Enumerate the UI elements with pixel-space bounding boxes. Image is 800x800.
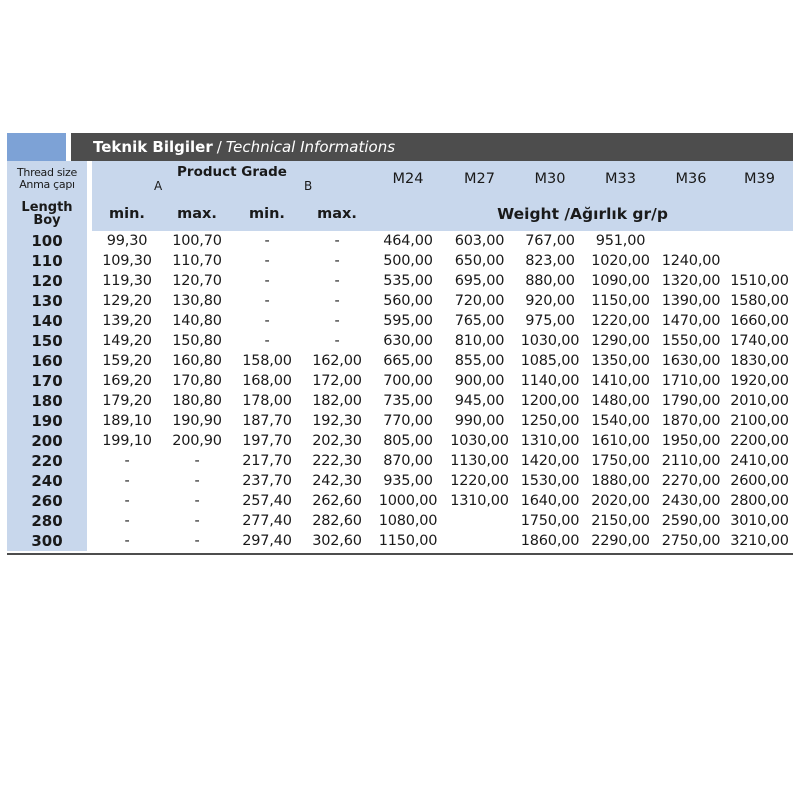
weight-m24: 805,00 xyxy=(383,433,433,449)
weight-m30: 1420,00 xyxy=(520,453,580,469)
weight-m36: 1710,00 xyxy=(661,373,721,389)
weight-m39: 2410,00 xyxy=(730,453,789,469)
weight-m24: 630,00 xyxy=(383,333,433,349)
weight-m33: 2150,00 xyxy=(591,513,650,529)
row-length: 190 xyxy=(7,411,87,431)
grade-a-max: - xyxy=(194,513,200,529)
weight-m30: 1085,00 xyxy=(520,353,580,369)
specs-table-body xyxy=(7,231,793,551)
weight-m24: 500,00 xyxy=(383,253,433,269)
weight-m30: 1140,00 xyxy=(520,373,580,389)
weight-m33: 1020,00 xyxy=(591,253,650,269)
weight-m27: 603,00 xyxy=(454,233,505,249)
grade-a-max: - xyxy=(194,533,200,549)
row-length: 180 xyxy=(7,391,87,411)
title-separator: / xyxy=(216,138,222,156)
weight-m27: 720,00 xyxy=(454,293,505,309)
row-length: 170 xyxy=(7,371,87,391)
grade-a-max: 190,90 xyxy=(172,413,222,429)
row-length: 100 xyxy=(7,231,87,251)
row-length: 140 xyxy=(7,311,87,331)
weight-m24: 665,00 xyxy=(383,353,433,369)
weight-m33: 1150,00 xyxy=(591,293,650,309)
row-length: 260 xyxy=(7,491,87,511)
weight-m27: 1030,00 xyxy=(450,433,509,449)
grade-b-min: - xyxy=(264,333,270,349)
size-header-m39: M39 xyxy=(726,161,793,197)
weight-m30: 1530,00 xyxy=(520,473,580,489)
weight-m39: 2800,00 xyxy=(730,493,789,509)
weight-m33: 1090,00 xyxy=(591,273,650,289)
grade-b-label: B xyxy=(304,179,313,193)
weight-m30: 1250,00 xyxy=(520,413,580,429)
table-row xyxy=(7,431,793,451)
grade-a-label: A xyxy=(154,179,163,193)
weight-m39: 1510,00 xyxy=(730,273,789,289)
weight-m39: 1660,00 xyxy=(730,313,789,329)
table-row xyxy=(7,371,793,391)
weight-m24: 700,00 xyxy=(383,373,433,389)
grade-a-min: 119,30 xyxy=(102,273,152,289)
row-length: 200 xyxy=(7,431,87,451)
grade-b-min: 197,70 xyxy=(242,433,292,449)
table-row xyxy=(7,291,793,311)
technical-info-panel xyxy=(7,133,793,555)
weight-m24: 935,00 xyxy=(383,473,433,489)
grade-b-min: 178,00 xyxy=(242,393,292,409)
grade-b-min: 277,40 xyxy=(242,513,292,529)
weight-m27 xyxy=(444,531,515,551)
size-header-m27: M27 xyxy=(444,161,515,197)
grade-b-max: 162,00 xyxy=(312,353,362,369)
grade-a-max: - xyxy=(194,473,200,489)
grade-a-max: 150,80 xyxy=(172,333,222,349)
grade-b-min: 297,40 xyxy=(242,533,292,549)
weight-m30: 767,00 xyxy=(525,233,575,249)
grade-a-min: 189,10 xyxy=(102,413,152,429)
weight-m33: 1350,00 xyxy=(591,353,650,369)
row-length: 220 xyxy=(7,451,87,471)
thread-size-label-tr: Anma çapı xyxy=(19,178,75,191)
weight-m30: 1200,00 xyxy=(520,393,580,409)
grade-b-min: - xyxy=(264,293,270,309)
weight-m36: 2430,00 xyxy=(661,493,721,509)
weight-m39: 1830,00 xyxy=(730,353,789,369)
weight-m36: 1550,00 xyxy=(661,333,721,349)
weight-m36: 2590,00 xyxy=(661,513,721,529)
grade-a-max: 200,90 xyxy=(172,433,222,449)
grade-a-min: 109,30 xyxy=(102,253,152,269)
weight-m33: 1410,00 xyxy=(591,373,650,389)
weight-m24: 770,00 xyxy=(383,413,433,429)
weight-m24: 560,00 xyxy=(383,293,433,309)
weight-m27: 945,00 xyxy=(454,393,505,409)
product-grade-header xyxy=(92,161,372,197)
weight-m36: 2750,00 xyxy=(661,533,721,549)
row-length: 280 xyxy=(7,511,87,531)
weight-m39: 2010,00 xyxy=(730,393,789,409)
table-row xyxy=(7,391,793,411)
grade-a-max: 130,80 xyxy=(172,293,222,309)
row-length: 240 xyxy=(7,471,87,491)
grade-b-min: 158,00 xyxy=(242,353,292,369)
weight-m30: 823,00 xyxy=(525,253,575,269)
product-grade-label: Product Grade xyxy=(177,164,287,180)
weight-m24: 1080,00 xyxy=(378,513,438,529)
grade-a-max-header: max. xyxy=(162,197,232,231)
weight-m39 xyxy=(726,231,793,251)
weight-m33: 2290,00 xyxy=(591,533,650,549)
weight-m39 xyxy=(726,251,793,271)
weight-m36: 1470,00 xyxy=(661,313,721,329)
weight-m33: 2020,00 xyxy=(591,493,650,509)
weight-m39: 2600,00 xyxy=(730,473,789,489)
grade-b-max: 262,60 xyxy=(312,493,362,509)
weight-m36: 1870,00 xyxy=(661,413,721,429)
length-header xyxy=(7,197,87,231)
size-header-m24: M24 xyxy=(372,161,444,197)
grade-a-min: - xyxy=(124,473,130,489)
table-row xyxy=(7,331,793,351)
weight-m39: 1920,00 xyxy=(730,373,789,389)
weight-m39: 2200,00 xyxy=(730,433,789,449)
weight-m33: 1750,00 xyxy=(591,453,650,469)
weight-m27 xyxy=(444,511,515,531)
size-header-m30: M30 xyxy=(515,161,585,197)
grade-a-min: 159,20 xyxy=(102,353,152,369)
weight-m33: 1880,00 xyxy=(591,473,650,489)
grade-b-max: - xyxy=(334,293,340,309)
grade-a-max: - xyxy=(194,493,200,509)
weight-m24: 595,00 xyxy=(383,313,433,329)
grade-b-max: - xyxy=(334,273,340,289)
grade-a-max: 180,80 xyxy=(172,393,222,409)
weight-m36: 1240,00 xyxy=(661,253,721,269)
specs-table xyxy=(7,161,793,551)
table-row xyxy=(7,451,793,471)
grade-b-max: 172,00 xyxy=(312,373,362,389)
grade-a-max: 120,70 xyxy=(172,273,222,289)
grade-a-min: 149,20 xyxy=(102,333,152,349)
grade-b-min: 217,70 xyxy=(242,453,292,469)
row-length: 300 xyxy=(7,531,87,551)
grade-b-max: 282,60 xyxy=(312,513,362,529)
weight-m27: 650,00 xyxy=(454,253,505,269)
grade-a-min: 179,20 xyxy=(102,393,152,409)
grade-a-min: 99,30 xyxy=(106,233,148,249)
weight-m30: 975,00 xyxy=(525,313,575,329)
grade-a-min: - xyxy=(124,493,130,509)
thread-size-header xyxy=(7,161,87,197)
header-row-sizes xyxy=(7,161,793,197)
weight-m36: 1790,00 xyxy=(661,393,721,409)
weight-m33: 1480,00 xyxy=(591,393,650,409)
grade-b-min: 187,70 xyxy=(242,413,292,429)
weight-m30: 1310,00 xyxy=(520,433,580,449)
title-accent-block xyxy=(7,133,66,161)
weight-m39: 2100,00 xyxy=(730,413,789,429)
length-label-en: Length xyxy=(21,200,73,215)
grade-b-max: - xyxy=(334,313,340,329)
table-bottom-rule xyxy=(7,553,793,555)
grade-a-min: 199,10 xyxy=(102,433,152,449)
grade-a-min: 139,20 xyxy=(102,313,152,329)
table-row xyxy=(7,491,793,511)
grade-b-min: - xyxy=(264,313,270,329)
grade-b-min: - xyxy=(264,253,270,269)
grade-a-min: 169,20 xyxy=(102,373,152,389)
table-row xyxy=(7,411,793,431)
grade-a-min-header: min. xyxy=(92,197,162,231)
weight-m36 xyxy=(656,231,726,251)
grade-a-max: - xyxy=(194,453,200,469)
weight-m33: 951,00 xyxy=(595,233,646,249)
grade-b-max: - xyxy=(334,333,340,349)
grade-a-min: 129,20 xyxy=(102,293,152,309)
weight-m24: 464,00 xyxy=(383,233,433,249)
weight-m24: 735,00 xyxy=(383,393,433,409)
weight-m27: 1310,00 xyxy=(450,493,509,509)
grade-b-min: - xyxy=(264,233,270,249)
weight-m36: 1320,00 xyxy=(661,273,721,289)
grade-b-min: 168,00 xyxy=(242,373,292,389)
table-row xyxy=(7,231,793,251)
table-row xyxy=(7,511,793,531)
weight-m33: 1610,00 xyxy=(591,433,650,449)
grade-a-min: - xyxy=(124,453,130,469)
weight-m36: 2110,00 xyxy=(661,453,721,469)
grade-b-max: 192,30 xyxy=(312,413,362,429)
grade-a-max: 140,80 xyxy=(172,313,222,329)
weight-m30: 880,00 xyxy=(525,273,575,289)
weight-m36: 1630,00 xyxy=(661,353,721,369)
weight-m27: 765,00 xyxy=(454,313,505,329)
grade-b-min: - xyxy=(264,273,270,289)
weight-m39: 3010,00 xyxy=(730,513,789,529)
weight-m36: 1950,00 xyxy=(661,433,721,449)
row-length: 160 xyxy=(7,351,87,371)
weight-m27: 990,00 xyxy=(454,413,505,429)
weight-m30: 1860,00 xyxy=(520,533,580,549)
row-length: 150 xyxy=(7,331,87,351)
grade-b-min-header: min. xyxy=(232,197,302,231)
weight-m39: 3210,00 xyxy=(730,533,789,549)
grade-a-min: - xyxy=(124,513,130,529)
weight-m27: 900,00 xyxy=(454,373,505,389)
weight-m24: 870,00 xyxy=(383,453,433,469)
weight-m27: 695,00 xyxy=(454,273,505,289)
weight-m27: 810,00 xyxy=(454,333,505,349)
weight-m33: 1290,00 xyxy=(591,333,650,349)
grade-a-max: 100,70 xyxy=(172,233,222,249)
weight-m30: 1640,00 xyxy=(520,493,580,509)
grade-b-min: 237,70 xyxy=(242,473,292,489)
size-header-m33: M33 xyxy=(585,161,656,197)
grade-b-max: - xyxy=(334,233,340,249)
table-row xyxy=(7,271,793,291)
table-row xyxy=(7,311,793,331)
table-row xyxy=(7,531,793,551)
title-turkish: Teknik Bilgiler xyxy=(93,138,213,156)
weight-m36: 2270,00 xyxy=(661,473,721,489)
size-header-m36: M36 xyxy=(656,161,726,197)
table-row xyxy=(7,251,793,271)
row-length: 110 xyxy=(7,251,87,271)
weight-m30: 1750,00 xyxy=(520,513,580,529)
grade-a-max: 110,70 xyxy=(172,253,222,269)
thread-size-label-en: Thread size xyxy=(17,166,77,179)
grade-b-max: 222,30 xyxy=(312,453,362,469)
grade-b-max: - xyxy=(334,253,340,269)
table-row xyxy=(7,471,793,491)
grade-b-max-header: max. xyxy=(302,197,372,231)
length-label-tr: Boy xyxy=(33,213,61,228)
row-length: 120 xyxy=(7,271,87,291)
table-row xyxy=(7,351,793,371)
grade-b-min: 257,40 xyxy=(242,493,292,509)
weight-m39: 1580,00 xyxy=(730,293,789,309)
weight-m33: 1220,00 xyxy=(591,313,650,329)
weight-m27: 1220,00 xyxy=(450,473,509,489)
weight-m27: 1130,00 xyxy=(450,453,509,469)
grade-b-max: 202,30 xyxy=(312,433,362,449)
weight-m30: 1030,00 xyxy=(520,333,580,349)
weight-m33: 1540,00 xyxy=(591,413,650,429)
weight-m39: 1740,00 xyxy=(730,333,789,349)
weight-m27: 855,00 xyxy=(454,353,505,369)
weight-m36: 1390,00 xyxy=(661,293,721,309)
weight-m24: 1000,00 xyxy=(378,493,438,509)
grade-b-max: 302,60 xyxy=(312,533,362,549)
header-row-limits xyxy=(7,197,793,231)
panel-title xyxy=(71,133,793,161)
grade-a-max: 160,80 xyxy=(172,353,222,369)
grade-a-max: 170,80 xyxy=(172,373,222,389)
weight-m30: 920,00 xyxy=(525,293,575,309)
weight-header: Weight /Ağırlık gr/p xyxy=(372,197,793,231)
grade-a-min: - xyxy=(124,533,130,549)
grade-b-max: 242,30 xyxy=(312,473,362,489)
weight-m24: 535,00 xyxy=(383,273,433,289)
title-english: Technical Informations xyxy=(225,138,396,156)
title-bar xyxy=(7,133,793,161)
weight-m24: 1150,00 xyxy=(378,533,438,549)
row-length: 130 xyxy=(7,291,87,311)
grade-b-max: 182,00 xyxy=(312,393,362,409)
